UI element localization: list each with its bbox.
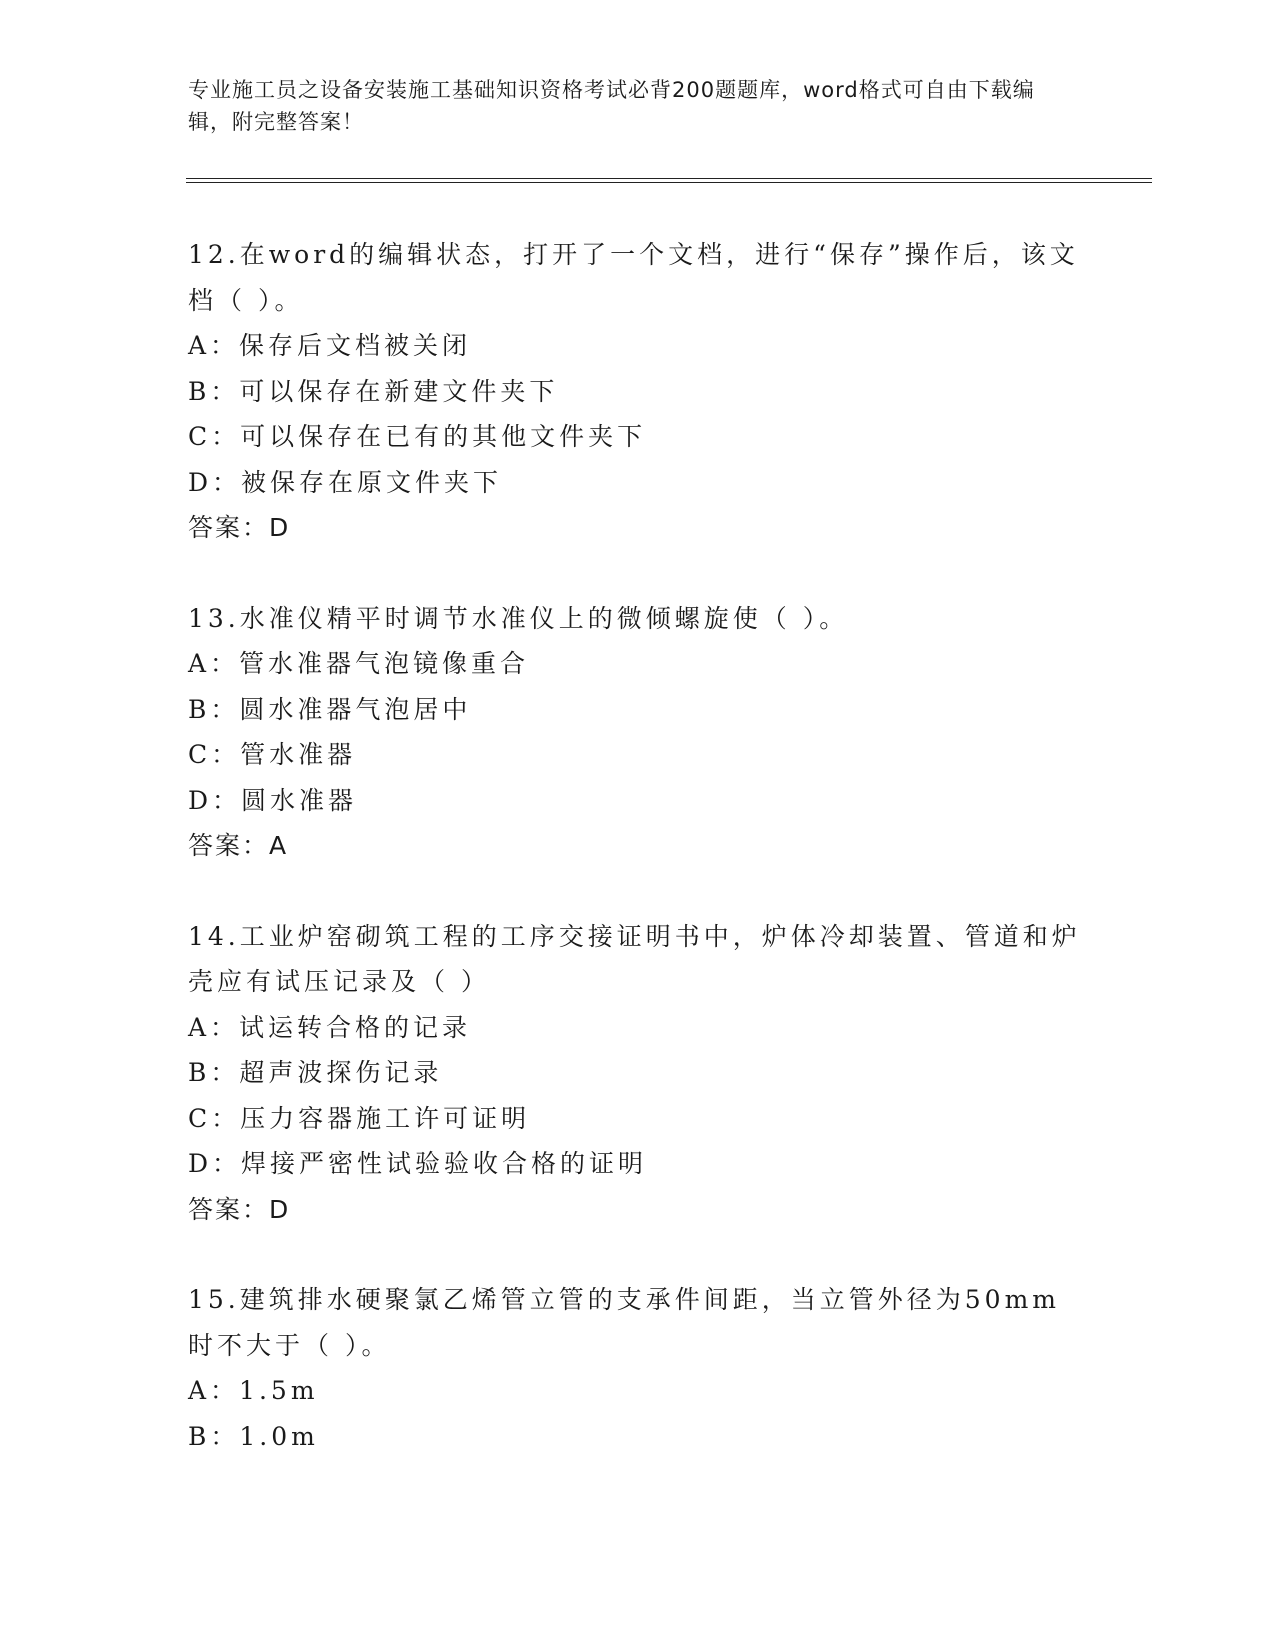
answer-label: 答案：D (188, 1194, 291, 1224)
option-a: A：试运转合格的记录 (188, 1012, 472, 1042)
option-c: C：压力容器施工许可证明 (188, 1103, 531, 1133)
option-b: B：可以保存在新建文件夹下 (188, 376, 559, 406)
question-stem: 13.水准仪精平时调节水准仪上的微倾螺旋使（ ）。 (188, 603, 849, 633)
option-d: D：被保存在原文件夹下 (188, 467, 503, 497)
answer-label: 答案：D (188, 513, 291, 542)
option-c: C：可以保存在已有的其他文件夹下 (188, 422, 647, 451)
question-12 (188, 232, 1088, 551)
question-14 (188, 914, 1088, 1233)
option-d: D：圆水准器 (188, 785, 358, 815)
document-header: 专业施工员之设备安装施工基础知识资格考试必背200题题库，word格式可自由下载编辑，附完整答案！ (188, 78, 1035, 134)
option-b: B：1.0m (188, 1421, 319, 1451)
option-a: A：管水准器气泡镜像重合 (188, 649, 530, 678)
option-b: B：圆水准器气泡居中 (188, 694, 472, 724)
question-stem: 14.工业炉窑砌筑工程的工序交接证明书中，炉体冷却装置、管道和炉壳应有试压记录及（ ） (188, 921, 1081, 996)
option-b: B：超声波探伤记录 (188, 1058, 443, 1087)
option-a: A：保存后文档被关闭 (188, 331, 472, 360)
option-d: D：焊接严密性试验验收合格的证明 (188, 1149, 648, 1178)
option-a: A：1.5m (188, 1376, 319, 1405)
question-stem: 15.建筑排水硬聚氯乙烯管立管的支承件间距，当立管外径为50mm时不大于（ ）。 (188, 1285, 1060, 1360)
question-15 (188, 1277, 1088, 1459)
answer-label: 答案：A (188, 831, 289, 860)
header-divider-bottom (186, 182, 1152, 183)
question-list (188, 232, 1088, 1504)
question-13 (188, 596, 1088, 869)
question-stem: 12.在word的编辑状态，打开了一个文档，进行“保存”操作后，该文档（ ）。 (188, 240, 1079, 315)
option-c: C：管水准器 (188, 740, 357, 769)
header-divider-top (186, 178, 1152, 179)
